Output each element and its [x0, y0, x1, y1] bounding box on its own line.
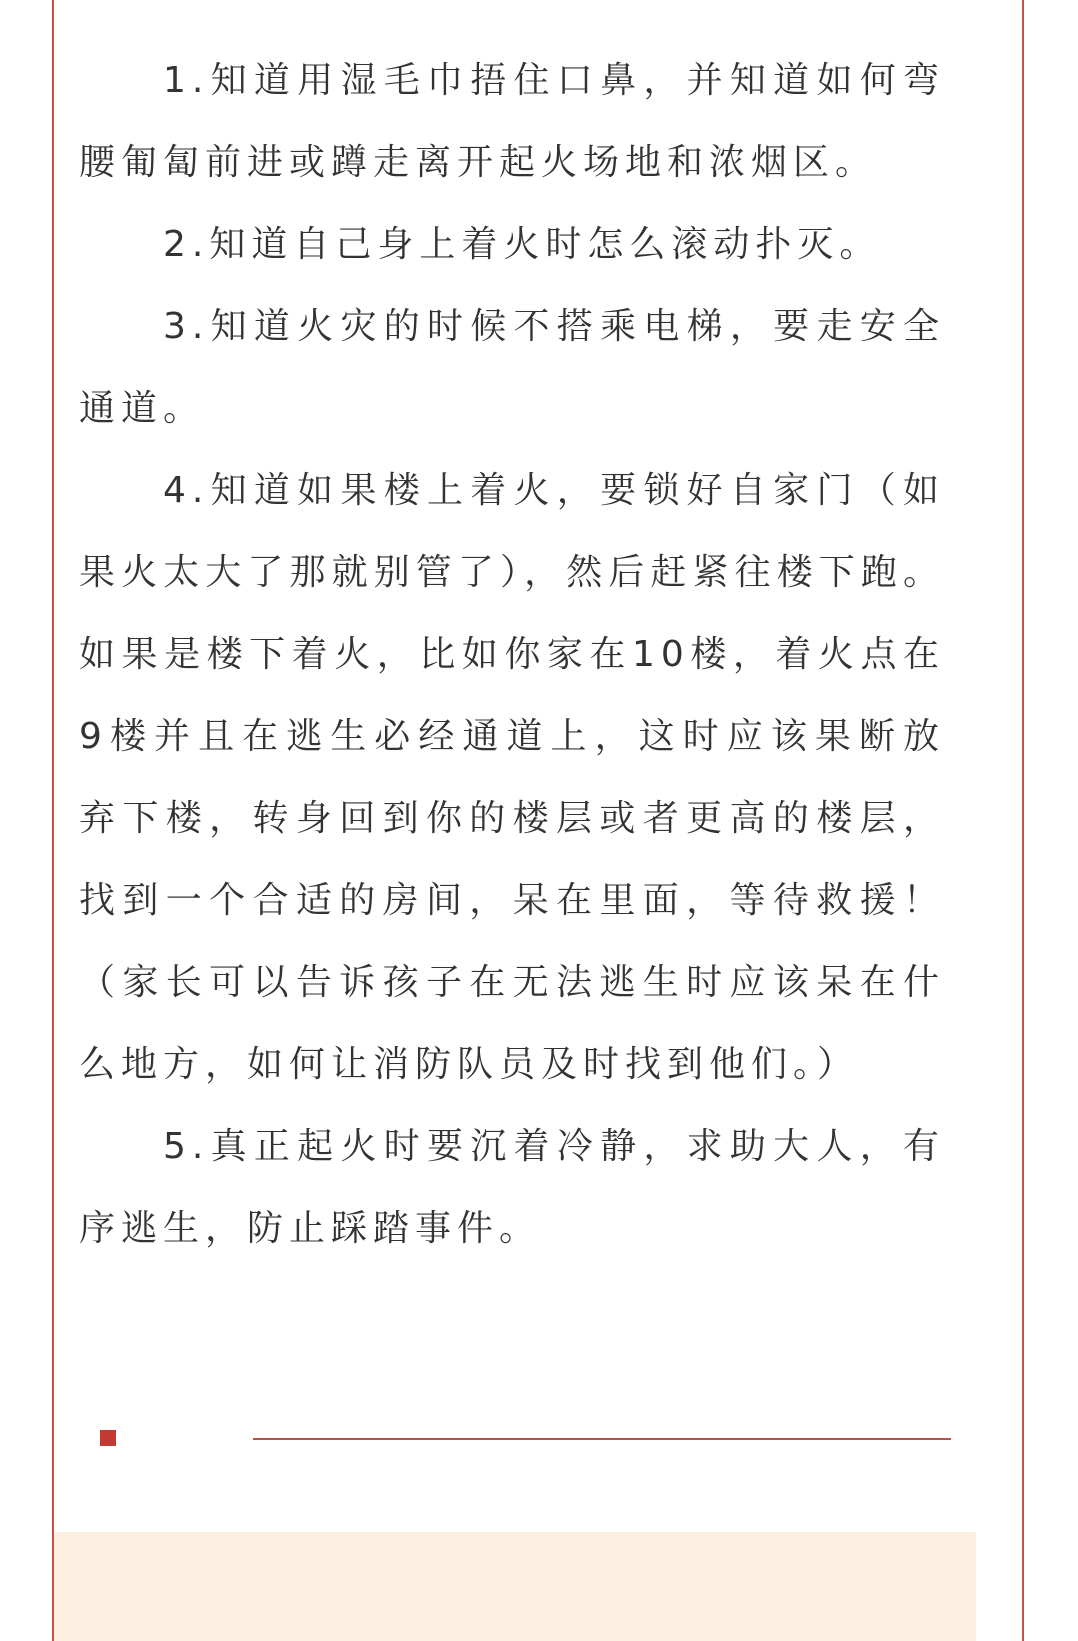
tip-paragraph-3: 3.知道火灾的时候不搭乘电梯，要走安全通道。: [79, 306, 945, 429]
accent-square: [100, 1430, 116, 1446]
tip-paragraph-5: 5.真正起火时要沉着冷静，求助大人，有序逃生，防止踩踏事件。: [79, 1126, 945, 1249]
footer-band: [54, 1532, 976, 1641]
divider-line: [253, 1438, 951, 1440]
article-body: [79, 40, 945, 1270]
tip-paragraph-1: 1.知道用湿毛巾捂住口鼻，并知道如何弯腰匍匐前进或蹲走离开起火场地和浓烟区。: [79, 60, 945, 183]
tip-paragraph-2: 2.知道自己身上着火时怎么滚动扑灭。: [163, 224, 882, 265]
tip-paragraph-4: 4.知道如果楼上着火，要锁好自家门（如果火太大了那就别管了），然后赶紧往楼下跑。如果是楼下着火，比如你家在10楼，着火点在9楼并且在逃生必经通道上，这时应该果断放弃下楼，转身回到你的楼层或者更高的楼层，找到一个合适的房间，呆在里面，等待救援！（家长可以告诉孩子在无法逃生时应该呆在什么地方，如何让消防队员及时找到他们。）: [79, 470, 945, 1085]
section-divider: [100, 1430, 952, 1450]
